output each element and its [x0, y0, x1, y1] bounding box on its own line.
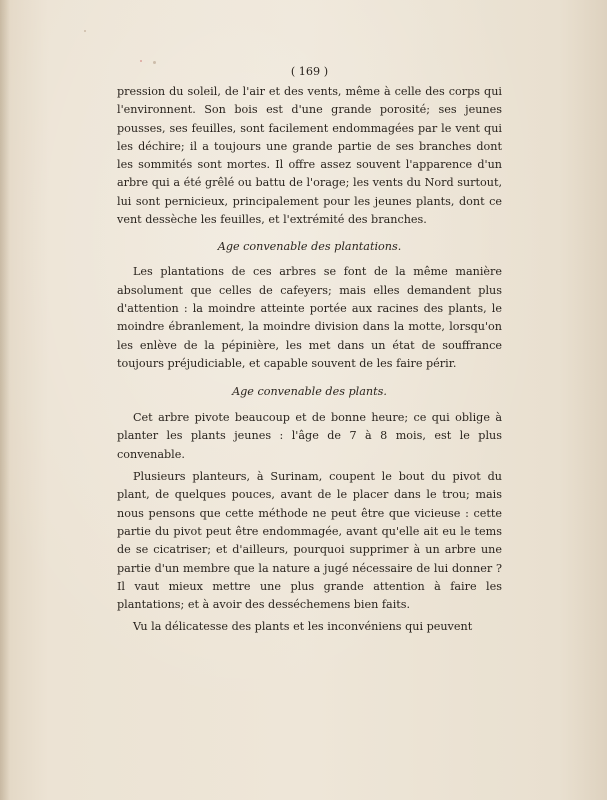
- paragraph-delicacy: Vu la délicatesse des plants et les inconvéniens qui peuvent: [133, 620, 473, 634]
- paragraph-pivot-age: Cet arbre pivote beaucoup et de bonne heure; ce qui oblige à planter les plants jeunes : l'âge de 7 à 8 mois, est le plus convenable.: [117, 411, 502, 461]
- page-spine-shadow: [0, 0, 10, 800]
- section-heading-plantations: Age convenable des plantations.: [217, 240, 402, 254]
- paper-stain: [140, 60, 142, 62]
- paragraph-surinam-planters: Plusieurs planteurs, à Surinam, coupent le bout du pivot du plant, de quelques pouces, avant de le placer dans le trou; mais nous pensons que cette méthode ne peut être que vicieuse : cette partie du pivot peut être endommagée, avant qu'elle ait eu le tems de se cicatriser; et d'ailleurs, pourquoi supprimer à un arbre une partie d'un membre que la nature a jugé nécessaire de lui donner ? Il vaut mieux mettre une plus grande attention à faire les plantations; et à avoir des desséchemens bien faits.: [117, 470, 502, 612]
- paper-stain: [84, 30, 86, 32]
- page-text: [117, 64, 502, 637]
- page-number: ( 169 ): [290, 65, 329, 78]
- section-heading-plants: Age convenable des plants.: [232, 385, 387, 399]
- paragraph-continuation: pression du soleil, de l'air et des vents, même à celle des corps qui l'environnent. Son bois est d'une grande porosité; ses jeunes pousses, ses feuilles, sont facilement endommagées par le vent qui les déchire; il a toujours une grande partie de ses branches dont les sommités sont mortes. Il offre assez souvent l'apparence d'un arbre qui a été grêlé ou battu de l'orage; les vents du Nord surtout, lui sont pernicieux, principalement pour les jeunes plants, dont ce vent dessèche les feuilles, et l'extrémité des branches.: [117, 85, 502, 227]
- paragraph-plantations: Les plantations de ces arbres se font de la même manière absolument que celles de cafeyers; mais elles demandent plus d'attention : la moindre atteinte portée aux racines des plants, le moindre ébranlement, la moindre division dans la motte, lorsqu'on les enlève de la pépinière, les met dans un état de souffrance toujours préjudiciable, et capable souvent de les faire périr.: [117, 265, 502, 370]
